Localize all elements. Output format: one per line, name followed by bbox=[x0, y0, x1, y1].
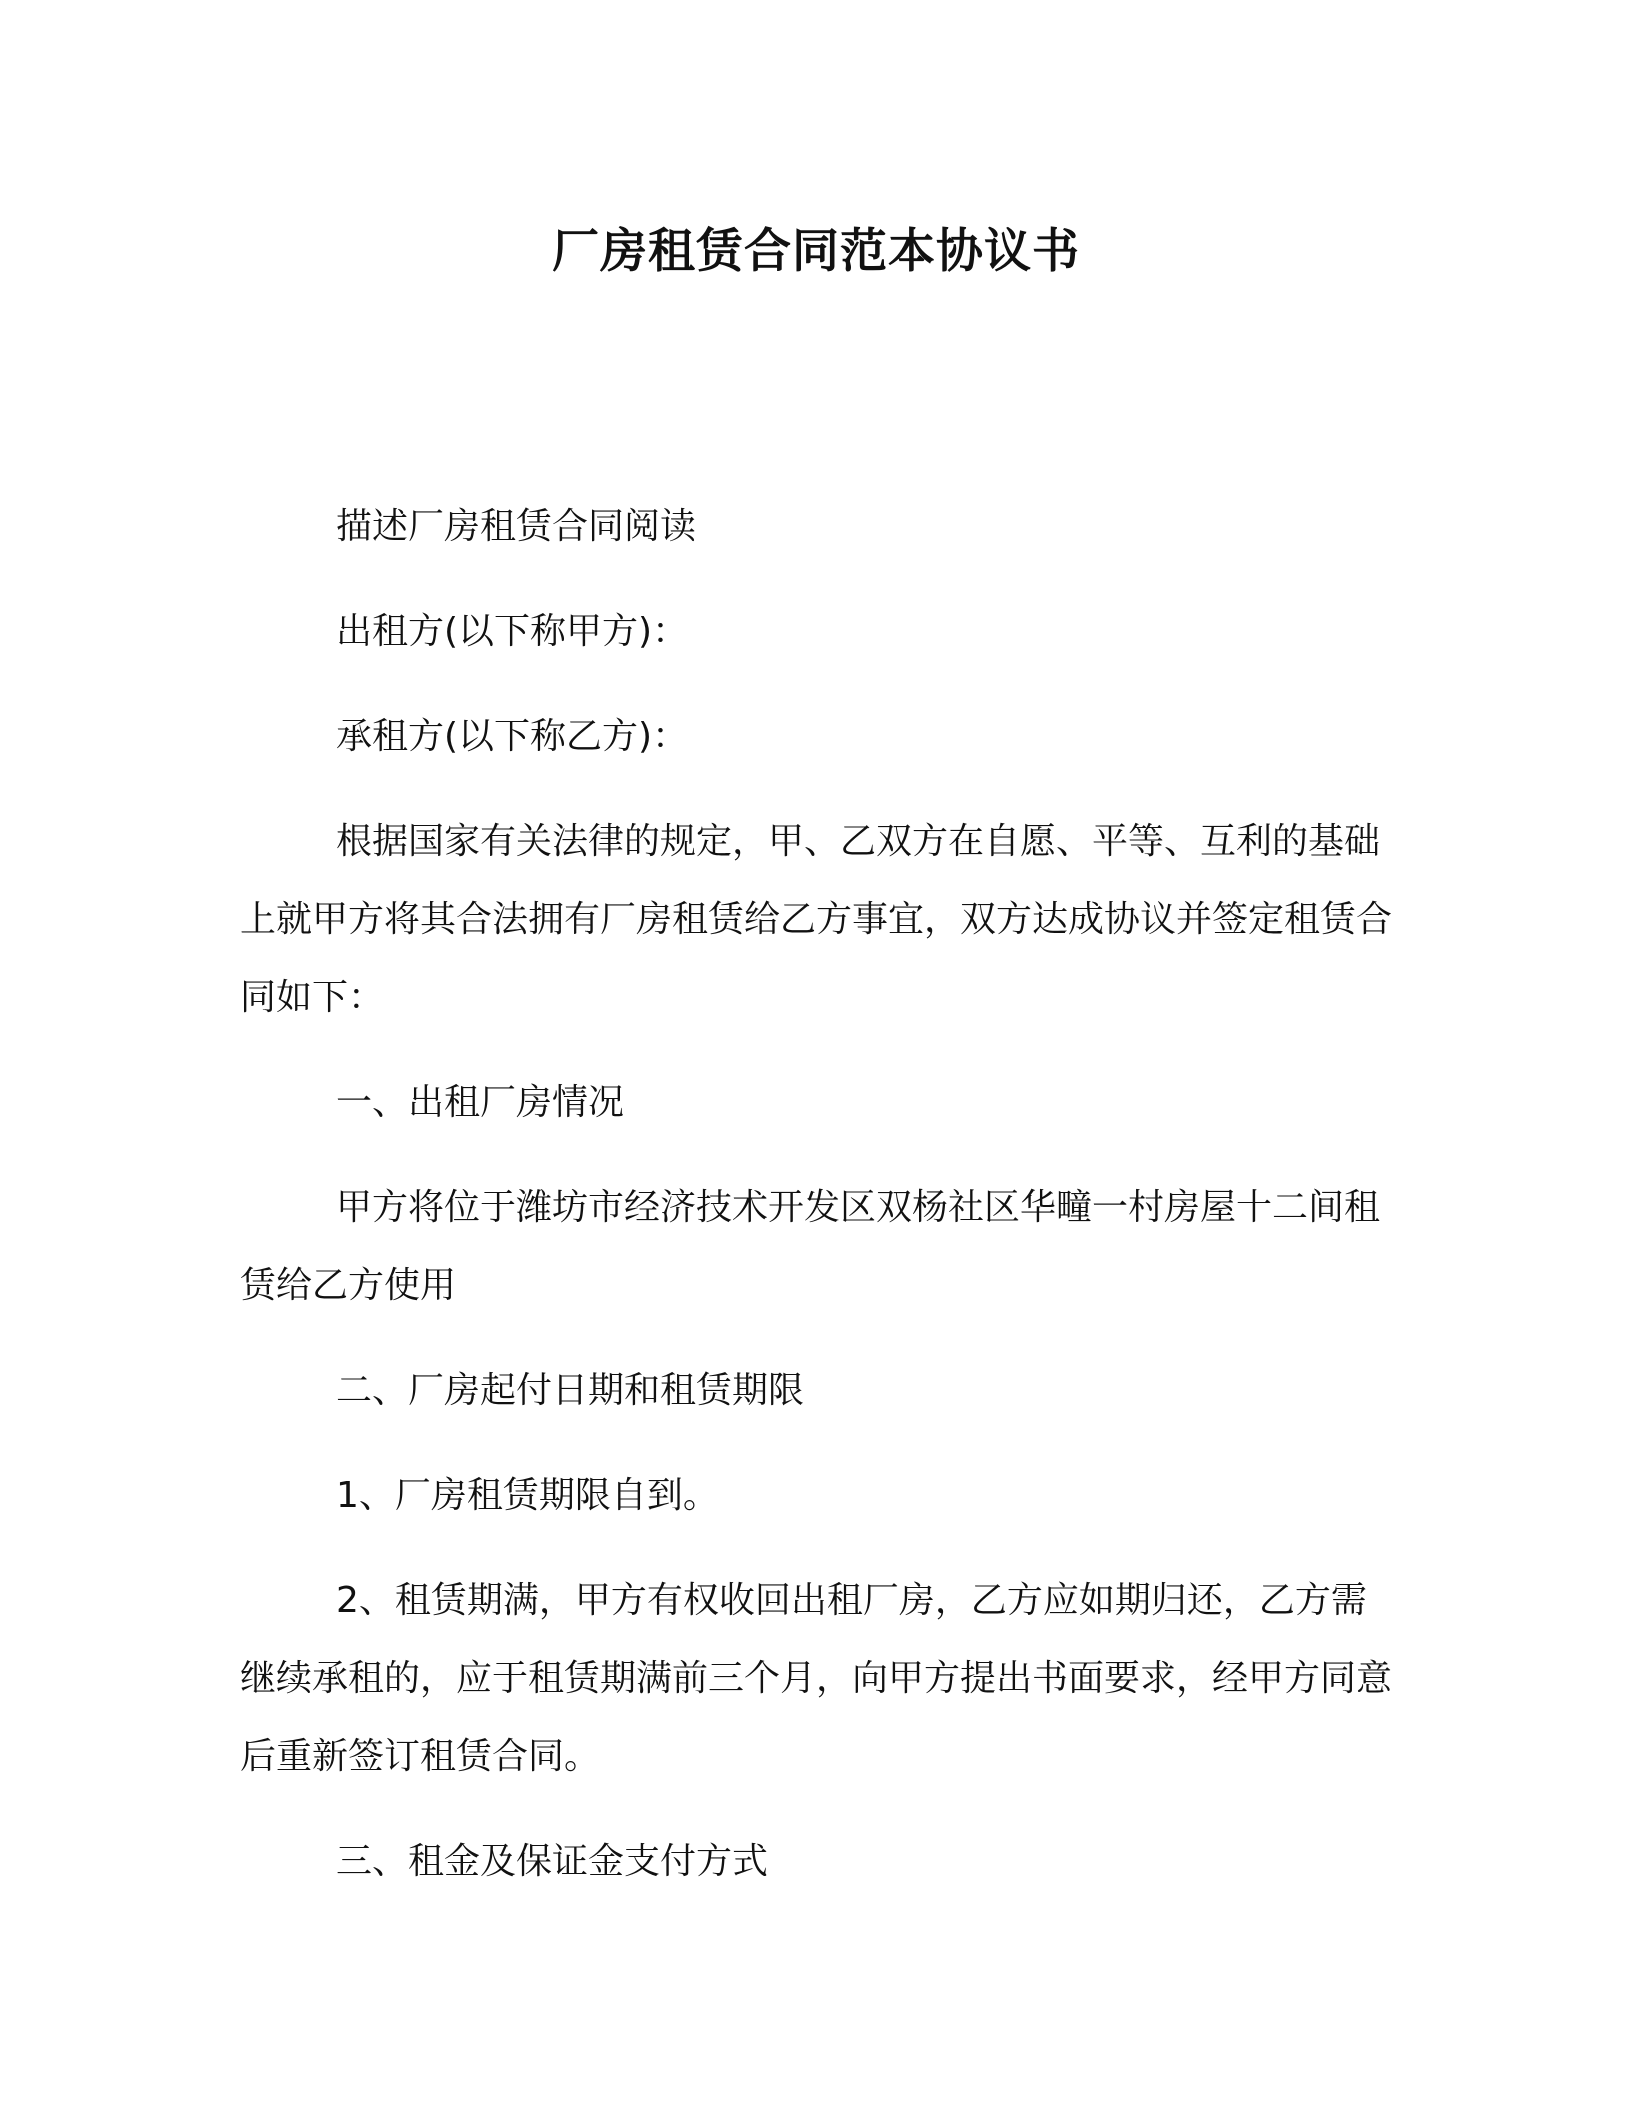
document-title: 厂房租赁合同范本协议书 bbox=[552, 224, 1080, 279]
document-body bbox=[240, 488, 1392, 1928]
clause-term: 1、厂房租赁期限自到。 bbox=[336, 1475, 719, 1516]
paragraph-intro: 描述厂房租赁合同阅读 bbox=[336, 506, 697, 547]
paragraph-lessee: 承租方(以下称乙方)： bbox=[336, 716, 689, 757]
paragraph-preamble: 根据国家有关法律的规定，甲、乙双方在自愿、平等、互利的基础上就甲方将其合法拥有厂房租赁给乙方事宜，双方达成协议并签定租赁合同如下： bbox=[240, 821, 1393, 1018]
clause-renewal: 2、租赁期满，甲方有权收回出租厂房，乙方应如期归还，乙方需继续承租的，应于租赁期满前三个月，向甲方提出书面要求，经甲方同意后重新签订租赁合同。 bbox=[240, 1580, 1393, 1777]
section-heading-2: 二、厂房起付日期和租赁期限 bbox=[336, 1370, 805, 1411]
section-heading-1: 一、出租厂房情况 bbox=[336, 1082, 625, 1123]
paragraph-premises: 甲方将位于潍坊市经济技术开发区双杨社区华疃一村房屋十二间租赁给乙方使用 bbox=[240, 1187, 1381, 1306]
section-heading-3: 三、租金及保证金支付方式 bbox=[336, 1841, 769, 1882]
paragraph-lessor: 出租方(以下称甲方)： bbox=[336, 611, 689, 652]
